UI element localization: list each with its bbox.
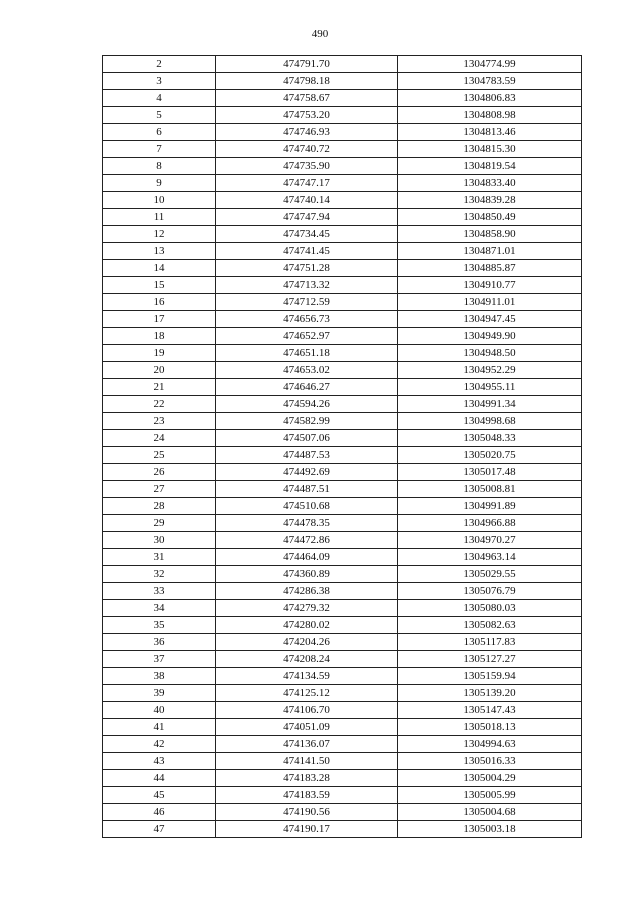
table-row <box>103 209 582 226</box>
y-coordinate-cell: 1304911.01 <box>398 294 582 311</box>
point-number-cell: 44 <box>103 770 216 787</box>
x-coordinate-cell: 474190.17 <box>216 821 398 838</box>
x-coordinate-cell: 474183.28 <box>216 770 398 787</box>
coordinates-table <box>102 55 582 838</box>
table-row <box>103 566 582 583</box>
point-number-cell: 24 <box>103 430 216 447</box>
x-coordinate-cell: 474190.56 <box>216 804 398 821</box>
x-coordinate-cell: 474712.59 <box>216 294 398 311</box>
table-row <box>103 583 582 600</box>
point-number-cell: 23 <box>103 413 216 430</box>
x-coordinate-cell: 474360.89 <box>216 566 398 583</box>
y-coordinate-cell: 1304970.27 <box>398 532 582 549</box>
point-number-cell: 26 <box>103 464 216 481</box>
y-coordinate-cell: 1305076.79 <box>398 583 582 600</box>
table-row <box>103 668 582 685</box>
y-coordinate-cell: 1305020.75 <box>398 447 582 464</box>
y-coordinate-cell: 1304955.11 <box>398 379 582 396</box>
x-coordinate-cell: 474464.09 <box>216 549 398 566</box>
table-row <box>103 549 582 566</box>
table-row <box>103 498 582 515</box>
point-number-cell: 29 <box>103 515 216 532</box>
y-coordinate-cell: 1305004.29 <box>398 770 582 787</box>
x-coordinate-cell: 474713.32 <box>216 277 398 294</box>
point-number-cell: 17 <box>103 311 216 328</box>
x-coordinate-cell: 474492.69 <box>216 464 398 481</box>
point-number-cell: 47 <box>103 821 216 838</box>
x-coordinate-cell: 474125.12 <box>216 685 398 702</box>
x-coordinate-cell: 474747.94 <box>216 209 398 226</box>
table-row <box>103 617 582 634</box>
y-coordinate-cell: 1305016.33 <box>398 753 582 770</box>
x-coordinate-cell: 474594.26 <box>216 396 398 413</box>
y-coordinate-cell: 1305082.63 <box>398 617 582 634</box>
x-coordinate-cell: 474141.50 <box>216 753 398 770</box>
x-coordinate-cell: 474758.67 <box>216 90 398 107</box>
table-row <box>103 736 582 753</box>
x-coordinate-cell: 474746.93 <box>216 124 398 141</box>
point-number-cell: 2 <box>103 56 216 73</box>
x-coordinate-cell: 474798.18 <box>216 73 398 90</box>
table-row <box>103 277 582 294</box>
x-coordinate-cell: 474507.06 <box>216 430 398 447</box>
point-number-cell: 36 <box>103 634 216 651</box>
page-number: 490 <box>311 28 329 40</box>
point-number-cell: 4 <box>103 90 216 107</box>
x-coordinate-cell: 474134.59 <box>216 668 398 685</box>
y-coordinate-cell: 1304910.77 <box>398 277 582 294</box>
table-row <box>103 787 582 804</box>
point-number-cell: 8 <box>103 158 216 175</box>
point-number-cell: 45 <box>103 787 216 804</box>
y-coordinate-cell: 1305117.83 <box>398 634 582 651</box>
y-coordinate-cell: 1305048.33 <box>398 430 582 447</box>
table-row <box>103 243 582 260</box>
point-number-cell: 20 <box>103 362 216 379</box>
y-coordinate-cell: 1304815.30 <box>398 141 582 158</box>
point-number-cell: 21 <box>103 379 216 396</box>
y-coordinate-cell: 1304963.14 <box>398 549 582 566</box>
table-row <box>103 685 582 702</box>
x-coordinate-cell: 474510.68 <box>216 498 398 515</box>
x-coordinate-cell: 474646.27 <box>216 379 398 396</box>
table-row <box>103 447 582 464</box>
point-number-cell: 37 <box>103 651 216 668</box>
point-number-cell: 22 <box>103 396 216 413</box>
y-coordinate-cell: 1304850.49 <box>398 209 582 226</box>
y-coordinate-cell: 1304819.54 <box>398 158 582 175</box>
table-row <box>103 413 582 430</box>
table-row <box>103 770 582 787</box>
y-coordinate-cell: 1304839.28 <box>398 192 582 209</box>
table-row <box>103 175 582 192</box>
table-row <box>103 73 582 90</box>
point-number-cell: 25 <box>103 447 216 464</box>
point-number-cell: 39 <box>103 685 216 702</box>
point-number-cell: 43 <box>103 753 216 770</box>
table-row <box>103 56 582 73</box>
y-coordinate-cell: 1305147.43 <box>398 702 582 719</box>
table-row <box>103 345 582 362</box>
point-number-cell: 10 <box>103 192 216 209</box>
x-coordinate-cell: 474208.24 <box>216 651 398 668</box>
x-coordinate-cell: 474204.26 <box>216 634 398 651</box>
y-coordinate-cell: 1304998.68 <box>398 413 582 430</box>
point-number-cell: 11 <box>103 209 216 226</box>
x-coordinate-cell: 474656.73 <box>216 311 398 328</box>
table-row <box>103 362 582 379</box>
table-row <box>103 124 582 141</box>
x-coordinate-cell: 474791.70 <box>216 56 398 73</box>
x-coordinate-cell: 474286.38 <box>216 583 398 600</box>
point-number-cell: 42 <box>103 736 216 753</box>
x-coordinate-cell: 474740.72 <box>216 141 398 158</box>
point-number-cell: 16 <box>103 294 216 311</box>
table-row <box>103 141 582 158</box>
table-row <box>103 804 582 821</box>
point-number-cell: 19 <box>103 345 216 362</box>
table-row <box>103 821 582 838</box>
x-coordinate-cell: 474740.14 <box>216 192 398 209</box>
x-coordinate-cell: 474751.28 <box>216 260 398 277</box>
x-coordinate-cell: 474280.02 <box>216 617 398 634</box>
table-row <box>103 719 582 736</box>
table-row <box>103 90 582 107</box>
x-coordinate-cell: 474735.90 <box>216 158 398 175</box>
x-coordinate-cell: 474279.32 <box>216 600 398 617</box>
y-coordinate-cell: 1304966.88 <box>398 515 582 532</box>
x-coordinate-cell: 474051.09 <box>216 719 398 736</box>
point-number-cell: 14 <box>103 260 216 277</box>
table-row <box>103 532 582 549</box>
y-coordinate-cell: 1304774.99 <box>398 56 582 73</box>
y-coordinate-cell: 1304885.87 <box>398 260 582 277</box>
y-coordinate-cell: 1305017.48 <box>398 464 582 481</box>
y-coordinate-cell: 1304813.46 <box>398 124 582 141</box>
point-number-cell: 30 <box>103 532 216 549</box>
point-number-cell: 35 <box>103 617 216 634</box>
x-coordinate-cell: 474652.97 <box>216 328 398 345</box>
y-coordinate-cell: 1304783.59 <box>398 73 582 90</box>
x-coordinate-cell: 474487.53 <box>216 447 398 464</box>
point-number-cell: 5 <box>103 107 216 124</box>
x-coordinate-cell: 474747.17 <box>216 175 398 192</box>
point-number-cell: 18 <box>103 328 216 345</box>
table-row <box>103 464 582 481</box>
y-coordinate-cell: 1305127.27 <box>398 651 582 668</box>
point-number-cell: 13 <box>103 243 216 260</box>
y-coordinate-cell: 1304833.40 <box>398 175 582 192</box>
y-coordinate-cell: 1305139.20 <box>398 685 582 702</box>
coordinates-table-body <box>103 56 582 838</box>
point-number-cell: 27 <box>103 481 216 498</box>
point-number-cell: 15 <box>103 277 216 294</box>
table-row <box>103 328 582 345</box>
table-row <box>103 430 582 447</box>
table-row <box>103 651 582 668</box>
y-coordinate-cell: 1305159.94 <box>398 668 582 685</box>
x-coordinate-cell: 474106.70 <box>216 702 398 719</box>
x-coordinate-cell: 474734.45 <box>216 226 398 243</box>
y-coordinate-cell: 1304947.45 <box>398 311 582 328</box>
y-coordinate-cell: 1304858.90 <box>398 226 582 243</box>
y-coordinate-cell: 1305008.81 <box>398 481 582 498</box>
table-row <box>103 192 582 209</box>
table-row <box>103 481 582 498</box>
y-coordinate-cell: 1305003.18 <box>398 821 582 838</box>
point-number-cell: 34 <box>103 600 216 617</box>
point-number-cell: 28 <box>103 498 216 515</box>
point-number-cell: 31 <box>103 549 216 566</box>
x-coordinate-cell: 474472.86 <box>216 532 398 549</box>
table-row <box>103 226 582 243</box>
x-coordinate-cell: 474487.51 <box>216 481 398 498</box>
y-coordinate-cell: 1304991.34 <box>398 396 582 413</box>
x-coordinate-cell: 474753.20 <box>216 107 398 124</box>
table-row <box>103 260 582 277</box>
point-number-cell: 6 <box>103 124 216 141</box>
y-coordinate-cell: 1304871.01 <box>398 243 582 260</box>
point-number-cell: 3 <box>103 73 216 90</box>
point-number-cell: 40 <box>103 702 216 719</box>
point-number-cell: 7 <box>103 141 216 158</box>
point-number-cell: 32 <box>103 566 216 583</box>
y-coordinate-cell: 1305018.13 <box>398 719 582 736</box>
table-row <box>103 311 582 328</box>
table-row <box>103 107 582 124</box>
table-row <box>103 600 582 617</box>
point-number-cell: 9 <box>103 175 216 192</box>
table-row <box>103 396 582 413</box>
y-coordinate-cell: 1305005.99 <box>398 787 582 804</box>
point-number-cell: 46 <box>103 804 216 821</box>
table-row <box>103 158 582 175</box>
x-coordinate-cell: 474478.35 <box>216 515 398 532</box>
table-row <box>103 379 582 396</box>
point-number-cell: 41 <box>103 719 216 736</box>
y-coordinate-cell: 1304952.29 <box>398 362 582 379</box>
table-row <box>103 634 582 651</box>
x-coordinate-cell: 474741.45 <box>216 243 398 260</box>
x-coordinate-cell: 474653.02 <box>216 362 398 379</box>
y-coordinate-cell: 1304948.50 <box>398 345 582 362</box>
x-coordinate-cell: 474136.07 <box>216 736 398 753</box>
table-row <box>103 294 582 311</box>
y-coordinate-cell: 1304994.63 <box>398 736 582 753</box>
x-coordinate-cell: 474582.99 <box>216 413 398 430</box>
y-coordinate-cell: 1304991.89 <box>398 498 582 515</box>
y-coordinate-cell: 1304949.90 <box>398 328 582 345</box>
table-row <box>103 702 582 719</box>
y-coordinate-cell: 1305029.55 <box>398 566 582 583</box>
point-number-cell: 12 <box>103 226 216 243</box>
x-coordinate-cell: 474183.59 <box>216 787 398 804</box>
table-row <box>103 753 582 770</box>
point-number-cell: 38 <box>103 668 216 685</box>
y-coordinate-cell: 1304806.83 <box>398 90 582 107</box>
table-row <box>103 515 582 532</box>
y-coordinate-cell: 1305080.03 <box>398 600 582 617</box>
y-coordinate-cell: 1305004.68 <box>398 804 582 821</box>
point-number-cell: 33 <box>103 583 216 600</box>
x-coordinate-cell: 474651.18 <box>216 345 398 362</box>
y-coordinate-cell: 1304808.98 <box>398 107 582 124</box>
